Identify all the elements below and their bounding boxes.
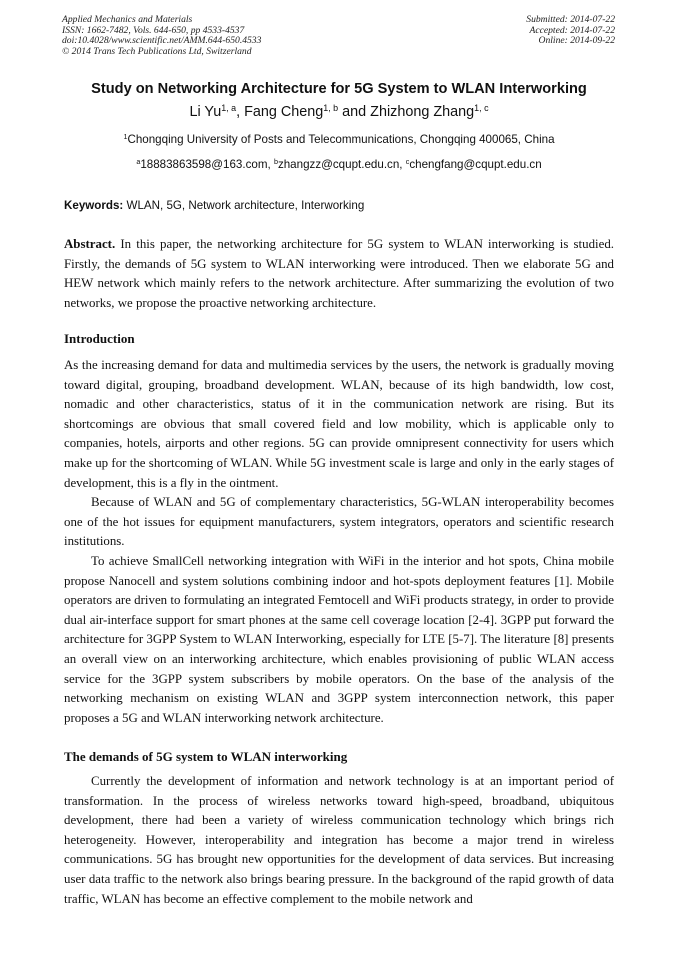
- demands-section: [64, 772, 614, 909]
- paragraph: To achieve SmallCell networking integration with WiFi in the interior and hot spots, China mobile propose Nanocell and system solutions combining indoor and hot-spots deployment features [1]. Mobile operators are driven to formulating an integrated Femtocell and WiFi products strategy, in order to provide dual air-interface support for smart phones at the same cell coverage location [2-4]. 3GPP put forward the architecture for 3GPP System to WLAN Interworking, especially for LTE [5-7]. The literature [8] presents an overall view on an interworking architecture, which enables provisioning of public WLAN access service for the 3GPP system subscribers by mobile operators. On the base of the analysis of the networking mechanism on existing WLAN and 3GPP system interconnection network, this paper proposes a 5G and WLAN interworking network architecture.: [64, 553, 614, 725]
- email-sup: b: [273, 157, 278, 167]
- keywords: [64, 199, 364, 212]
- author-separator: ,: [236, 104, 245, 120]
- publication-dates: [526, 15, 615, 47]
- author-name: Fang Cheng: [244, 104, 324, 120]
- affiliation: [0, 133, 678, 146]
- introduction-section: [64, 356, 614, 728]
- author-affil-sup: 1, b: [323, 103, 339, 114]
- abstract: [64, 235, 614, 313]
- paragraph: As the increasing demand for data and multimedia services by the users, the network is gradually moving toward digital, grouping, broadband development. WLAN, because of its high bandwidth, low cost, nomadic and other characteristics, status of it in the communication network are rising. But its shortcomings are obvious that small covered field and low mobility, which is applicable only to companies, hotels, airports and other regions. 5G can provide omnipresent connectivity for users which make up for the shortcoming of WLAN. While 5G investment scale is large and only in the early stages of development, this is a fly in the ointment.: [64, 358, 614, 490]
- affiliation-text: Chongqing University of Posts and Telecommunications, Chongqing 400065, China: [127, 133, 555, 146]
- section-heading-demands: The demands of 5G system to WLAN interworking: [64, 749, 348, 764]
- submitted-date: Submitted: 2014-07-22: [526, 14, 615, 25]
- email-sup: c: [405, 157, 410, 167]
- paragraph: Because of WLAN and 5G of complementary characteristics, 5G-WLAN interoperability becomes one of the hot issues for equipment manufacturers, system integrators, operators and scientific research institutions.: [64, 495, 614, 549]
- keywords-label: Keywords:: [64, 199, 124, 212]
- email-list: [0, 158, 678, 171]
- author-affil-sup: 1, c: [474, 103, 489, 114]
- paragraph: Currently the development of information and network technology is at an important period of transformation. In the process of wireless networks toward high-speed, broadband, ubiquitous development, there had been a variety of wireless communication technology which brings rich heterogeneity. However, interoperability and integration has become a major trend in wireless communications. 5G has brought new opportunities for the development of data services. But increasing user data traffic to the network also brings bearing pressure. In the background of the rapid growth of data traffic, WLAN has become an effective complement to the mobile network and: [64, 774, 614, 906]
- author-list: [0, 104, 678, 120]
- author-separator: and: [338, 104, 371, 120]
- email-separator: ,: [267, 158, 274, 171]
- copyright-line: © 2014 Trans Tech Publications Ltd, Switzerland: [62, 45, 252, 57]
- author-name: Zhizhong Zhang: [370, 104, 475, 120]
- abstract-label: Abstract.: [64, 237, 116, 251]
- email-address: chengfang@cqupt.edu.cn: [409, 158, 542, 171]
- section-heading-introduction: Introduction: [64, 331, 135, 346]
- email-separator: ,: [399, 158, 406, 171]
- abstract-text: In this paper, the networking architecture for 5G system to WLAN interworking is studied. Firstly, the demands of 5G system to WLAN interworking were introduced. Then we elaborate 5G and HEW network which mainly refers to the network architecture. After summarizing the evolution of two networks, we propose the proactive networking architecture.: [64, 237, 614, 310]
- keywords-text: WLAN, 5G, Network architecture, Interworking: [126, 199, 365, 212]
- paper-title: Study on Networking Architecture for 5G System to WLAN Interworking: [91, 81, 587, 97]
- accepted-date: Accepted: 2014-07-22: [529, 24, 615, 36]
- email-address: zhangzz@cqupt.edu.cn: [277, 158, 400, 171]
- journal-name: Applied Mechanics and Materials: [62, 14, 193, 25]
- email-sup: a: [136, 157, 141, 167]
- journal-info: [62, 15, 261, 57]
- author-affil-sup: 1, a: [221, 103, 237, 114]
- online-date: Online: 2014-09-22: [538, 35, 615, 47]
- doi-line: doi:10.4028/www.scientific.net/AMM.644-650.4533: [62, 35, 262, 47]
- author-name: Li Yu: [189, 104, 222, 120]
- affiliation-sup: 1: [123, 132, 128, 142]
- issn-line: ISSN: 1662-7482, Vols. 644-650, pp 4533-4537: [62, 24, 245, 36]
- email-address: 18883863598@163.com: [140, 158, 268, 171]
